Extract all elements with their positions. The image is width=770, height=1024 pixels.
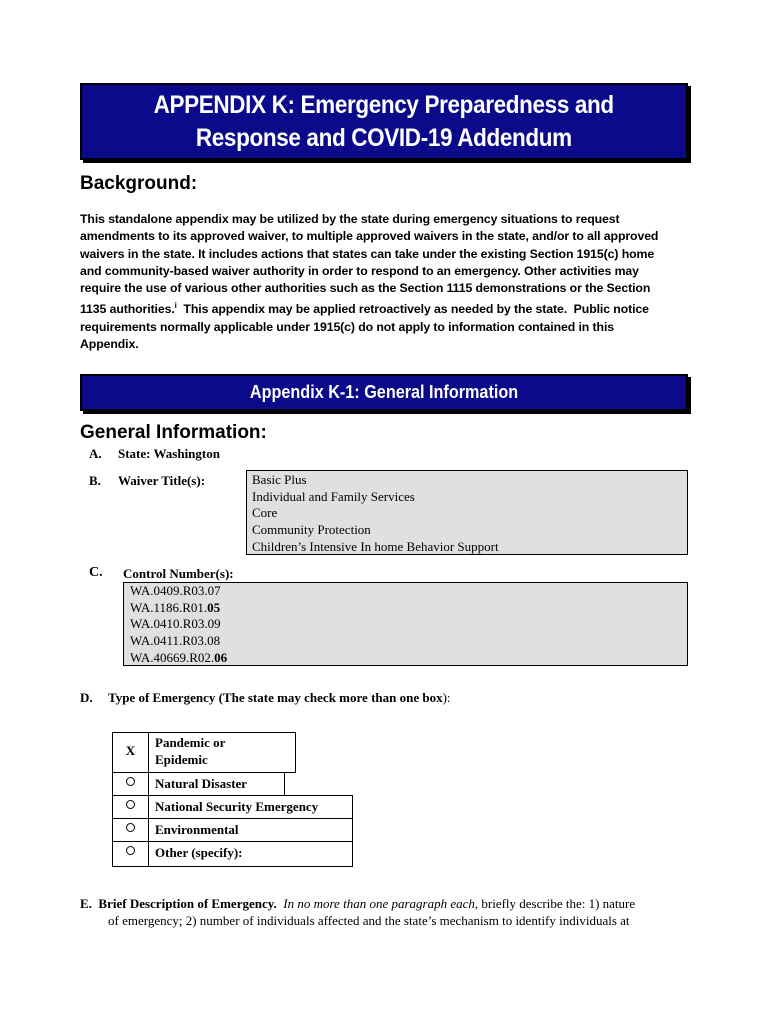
emergency-radio-environmental[interactable]	[112, 818, 149, 842]
item-e-letter: E.	[80, 896, 92, 911]
item-b-letter: B.	[89, 473, 101, 488]
item-e-italic: In no more than one paragraph each	[283, 896, 475, 911]
control-number-item	[130, 650, 687, 667]
radio-unchecked-icon	[126, 846, 135, 855]
control-number-base: WA.0409.R03.07	[130, 583, 221, 598]
background-line-part: This appendix may be applied retroactively as needed by the state. Public notice	[176, 302, 649, 317]
emergency-option-label: Other (specify):	[155, 845, 243, 860]
item-e-paragraph	[80, 895, 680, 929]
item-e-line: of emergency; 2) number of individuals affected and the state’s mechanism to identify individuals at	[108, 913, 630, 928]
footnote-link[interactable]: i	[174, 301, 177, 311]
control-numbers-label: Control Number(s):	[123, 566, 234, 581]
background-heading: Background:	[80, 173, 198, 194]
emergency-option-other[interactable]	[148, 841, 353, 867]
state-label: State: Washington	[118, 446, 220, 461]
control-number-item	[130, 633, 687, 650]
emergency-type-label-text: Type of Emergency (The state may check more than one box	[108, 690, 443, 705]
background-line-part: 1135 authorities.	[80, 302, 175, 317]
control-number-base: WA.0411.R03.08	[130, 633, 221, 649]
control-number-base: WA.40669.R02.	[130, 649, 215, 665]
appendix-title-banner	[80, 83, 688, 160]
item-c-letter: C.	[89, 565, 103, 580]
item-e-heading: Brief Description of Emergency.	[98, 896, 277, 911]
appendix-title-line2: Response and COVID-19 Addendum	[196, 123, 572, 152]
control-number-item	[130, 583, 687, 600]
emergency-option-label: National Security Emergency	[155, 799, 319, 814]
emergency-option-label: Natural Disaster	[155, 776, 248, 791]
background-line: waivers in the state. It includes actions that states can take under the existing Section 1915(c) home	[80, 246, 655, 261]
emergency-checkbox-pandemic[interactable]	[112, 732, 149, 773]
appendix-title-line1: APPENDIX K: Emergency Preparedness and	[153, 90, 615, 119]
checkbox-checked-mark: X	[125, 742, 136, 758]
emergency-option-label: Pandemic or	[155, 735, 226, 750]
background-line: amendments to its approved waiver, to multiple approved waivers in the state, and/or to all approved	[80, 229, 659, 244]
waiver-title-item: Children’s Intensive In home Behavior Support	[252, 538, 499, 554]
control-number-base: WA.0410.R03.09	[130, 616, 221, 632]
emergency-radio-other[interactable]	[112, 841, 149, 867]
section-k1-banner	[80, 374, 688, 411]
emergency-type-label	[108, 690, 451, 706]
background-line: require the use of various other authorities such as the Section 1115 demonstrations or the Section	[80, 281, 651, 296]
emergency-option-pandemic	[148, 732, 296, 773]
item-a-letter: A.	[89, 446, 102, 461]
waiver-title-item: Community Protection	[252, 522, 371, 538]
waiver-titles-label: Waiver Title(s):	[118, 473, 206, 488]
control-numbers-field[interactable]	[123, 582, 688, 666]
section-k1-title: Appendix K-1: General Information	[249, 382, 519, 402]
background-line: Appendix.	[80, 337, 139, 352]
emergency-option-environmental	[148, 818, 353, 842]
background-line	[80, 297, 680, 318]
general-info-heading: General Information:	[80, 422, 267, 443]
control-number-base: WA.1186.R01.	[130, 599, 208, 615]
emergency-radio-national-security[interactable]	[112, 795, 149, 819]
control-number-item	[130, 600, 687, 617]
item-d-letter: D.	[80, 690, 93, 705]
background-line: This standalone appendix may be utilized by the state during emergency situations to request	[80, 212, 620, 226]
background-line: and community-based waiver authority in order to respond to an emergency. Other activities may	[80, 263, 639, 278]
emergency-option-label: Epidemic	[155, 751, 208, 767]
radio-unchecked-icon	[126, 823, 135, 832]
control-number-suffix: 06	[214, 649, 228, 665]
waiver-title-item: Core	[252, 505, 278, 521]
control-number-item	[130, 616, 687, 633]
background-paragraph	[80, 211, 680, 353]
emergency-option-label: Environmental	[155, 822, 239, 837]
emergency-radio-natural-disaster[interactable]	[112, 772, 149, 796]
emergency-option-national-security	[148, 795, 353, 819]
waiver-title-item: Individual and Family Services	[252, 488, 415, 504]
emergency-type-label-tail: ):	[442, 690, 451, 705]
waiver-titles-field[interactable]	[246, 470, 688, 555]
waiver-title-item: Basic Plus	[252, 472, 307, 487]
item-e-text: , briefly describe the: 1) nature	[474, 896, 636, 911]
emergency-option-natural-disaster	[148, 772, 285, 796]
radio-unchecked-icon	[126, 800, 135, 809]
background-line: requirements normally applicable under 1915(c) do not apply to information contained in this	[80, 319, 614, 334]
control-number-suffix: 05	[207, 599, 221, 615]
radio-unchecked-icon	[126, 777, 135, 786]
item-e-line	[80, 895, 680, 912]
